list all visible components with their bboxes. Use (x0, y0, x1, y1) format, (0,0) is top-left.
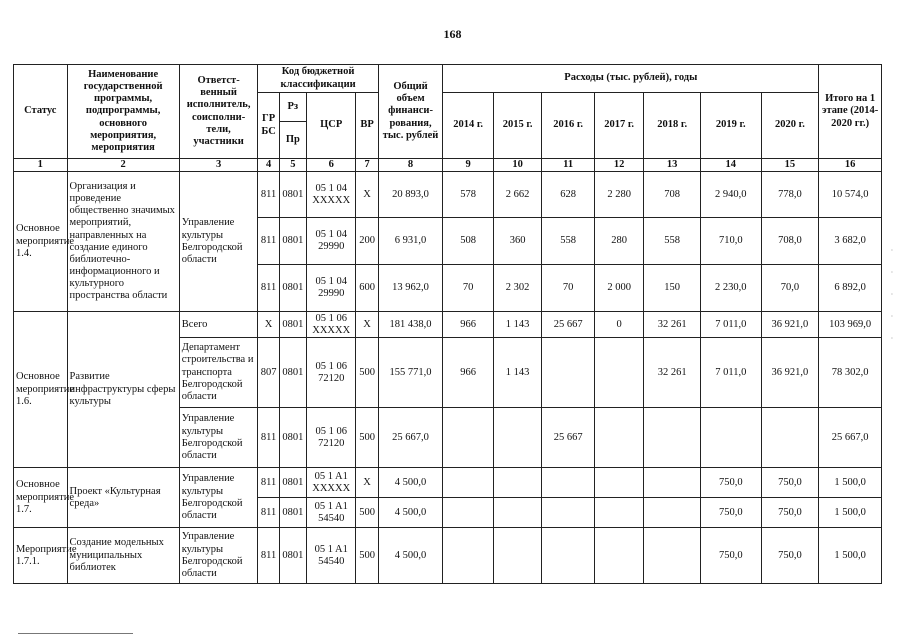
year-value-cell (443, 528, 494, 584)
csr-cell: 05 1 A1 XXXXX (306, 468, 356, 498)
year-value-cell: 558 (542, 218, 595, 265)
column-number: 14 (700, 159, 761, 172)
status-cell: Основное мероприятие 1.6. (14, 312, 68, 468)
grbs-cell: 811 (258, 498, 279, 528)
year-value-cell: 750,0 (761, 498, 819, 528)
header-year: 2015 г. (493, 93, 541, 159)
year-value-cell: 25 667 (542, 312, 595, 338)
status-cell: Основное мероприятие 1.7. (14, 468, 68, 528)
executor-cell: Управление культуры Белгородской области (179, 172, 258, 312)
column-number: 9 (443, 159, 494, 172)
total-cell: 181 438,0 (378, 312, 443, 338)
rzpr-cell: 0801 (279, 312, 306, 338)
stage-total-cell: 1 500,0 (819, 468, 882, 498)
grbs-cell: 811 (258, 408, 279, 468)
name-cell: Организация и проведение общественно значимых мероприятий, направленных на создание единого библиотечно-информационного и культурного пространства области (67, 172, 179, 312)
year-value-cell: 0 (594, 312, 644, 338)
year-value-cell: 750,0 (761, 468, 819, 498)
year-value-cell: 2 940,0 (700, 172, 761, 218)
column-number: 13 (644, 159, 701, 172)
budget-table (13, 64, 882, 584)
year-value-cell (594, 338, 644, 408)
csr-cell: 05 1 06 72120 (306, 408, 356, 468)
header-year: 2014 г. (443, 93, 494, 159)
year-value-cell: 2 662 (493, 172, 541, 218)
year-value-cell (700, 408, 761, 468)
header-row-1 (14, 65, 882, 93)
grbs-cell: 811 (258, 218, 279, 265)
stage-total-cell: 25 667,0 (819, 408, 882, 468)
csr-cell: 05 1 06 72120 (306, 338, 356, 408)
year-value-cell (644, 498, 701, 528)
year-value-cell (594, 468, 644, 498)
total-cell: 25 667,0 (378, 408, 443, 468)
year-value-cell: 966 (443, 312, 494, 338)
year-value-cell: 750,0 (761, 528, 819, 584)
year-value-cell: 70 (542, 265, 595, 312)
table-row (14, 172, 882, 218)
grbs-cell: 807 (258, 338, 279, 408)
year-value-cell: 2 302 (493, 265, 541, 312)
column-number: 2 (67, 159, 179, 172)
year-value-cell (443, 498, 494, 528)
year-value-cell: 7 011,0 (700, 338, 761, 408)
year-value-cell: 778,0 (761, 172, 819, 218)
year-value-cell: 2 000 (594, 265, 644, 312)
year-value-cell: 750,0 (700, 528, 761, 584)
year-value-cell (443, 468, 494, 498)
executor-cell: Департамент строительства и транспорта Белгородской области (179, 338, 258, 408)
scan-edge-marks: · · · · · (890, 246, 894, 343)
year-value-cell: 578 (443, 172, 494, 218)
grbs-cell: 811 (258, 528, 279, 584)
column-number: 4 (258, 159, 279, 172)
year-value-cell: 2 280 (594, 172, 644, 218)
grbs-cell: 811 (258, 172, 279, 218)
vr-cell: 500 (356, 408, 378, 468)
rzpr-cell: 0801 (279, 172, 306, 218)
vr-cell: X (356, 312, 378, 338)
year-value-cell: 966 (443, 338, 494, 408)
executor-cell: Управление культуры Белгородской области (179, 468, 258, 528)
year-value-cell: 280 (594, 218, 644, 265)
year-value-cell (443, 408, 494, 468)
year-value-cell: 558 (644, 218, 701, 265)
header-year: 2020 г. (761, 93, 819, 159)
column-number: 16 (819, 159, 882, 172)
year-value-cell: 32 261 (644, 312, 701, 338)
vr-cell: X (356, 468, 378, 498)
year-value-cell (644, 528, 701, 584)
year-value-cell (493, 468, 541, 498)
rzpr-cell: 0801 (279, 498, 306, 528)
header-budget-code: Код бюджетной классификации (258, 65, 378, 93)
year-value-cell: 708,0 (761, 218, 819, 265)
year-value-cell (761, 408, 819, 468)
table-row (14, 468, 882, 498)
total-cell: 4 500,0 (378, 498, 443, 528)
year-value-cell (594, 498, 644, 528)
year-value-cell: 36 921,0 (761, 338, 819, 408)
year-value-cell: 628 (542, 172, 595, 218)
total-cell: 20 893,0 (378, 172, 443, 218)
table-row (14, 312, 882, 338)
year-value-cell: 25 667 (542, 408, 595, 468)
header-year: 2018 г. (644, 93, 701, 159)
total-cell: 13 962,0 (378, 265, 443, 312)
column-number: 10 (493, 159, 541, 172)
csr-cell: 05 1 04 29990 (306, 265, 356, 312)
total-cell: 4 500,0 (378, 468, 443, 498)
year-value-cell: 32 261 (644, 338, 701, 408)
rzpr-cell: 0801 (279, 528, 306, 584)
header-vr: ВР (356, 93, 378, 159)
name-cell: Создание модельных муниципальных библиотек (67, 528, 179, 584)
year-value-cell: 1 143 (493, 312, 541, 338)
rzpr-cell: 0801 (279, 468, 306, 498)
year-value-cell: 750,0 (700, 498, 761, 528)
rzpr-cell: 0801 (279, 218, 306, 265)
footer-divider (18, 633, 133, 634)
year-value-cell (644, 468, 701, 498)
header-total: Общий объем финанси-рования, тыс. рублей (378, 65, 443, 159)
year-value-cell (542, 338, 595, 408)
total-cell: 155 771,0 (378, 338, 443, 408)
header-year: 2016 г. (542, 93, 595, 159)
column-number: 7 (356, 159, 378, 172)
year-value-cell: 36 921,0 (761, 312, 819, 338)
year-value-cell: 360 (493, 218, 541, 265)
column-number: 1 (14, 159, 68, 172)
executor-cell: Управление культуры Белгородской области (179, 408, 258, 468)
vr-cell: 500 (356, 528, 378, 584)
year-value-cell (542, 468, 595, 498)
csr-cell: 05 1 04 XXXXX (306, 172, 356, 218)
column-number: 11 (542, 159, 595, 172)
vr-cell: 500 (356, 338, 378, 408)
rzpr-cell: 0801 (279, 338, 306, 408)
stage-total-cell: 3 682,0 (819, 218, 882, 265)
name-cell: Проект «Культурная среда» (67, 468, 179, 528)
header-csr: ЦСР (306, 93, 356, 159)
header-status: Статус (14, 65, 68, 159)
year-value-cell: 70 (443, 265, 494, 312)
grbs-cell: 811 (258, 265, 279, 312)
column-number: 6 (306, 159, 356, 172)
stage-total-cell: 6 892,0 (819, 265, 882, 312)
status-cell: Основное мероприятие 1.4. (14, 172, 68, 312)
vr-cell: 500 (356, 498, 378, 528)
rzpr-cell: 0801 (279, 408, 306, 468)
year-value-cell (542, 528, 595, 584)
page-number: 168 (443, 27, 462, 41)
year-value-cell: 70,0 (761, 265, 819, 312)
executor-cell: Управление культуры Белгородской области (179, 528, 258, 584)
csr-cell: 05 1 04 29990 (306, 218, 356, 265)
stage-total-cell: 1 500,0 (819, 498, 882, 528)
year-value-cell: 150 (644, 265, 701, 312)
grbs-cell: 811 (258, 468, 279, 498)
year-value-cell (594, 408, 644, 468)
executor-cell: Всего (179, 312, 258, 338)
header-rz: Рз (279, 93, 306, 122)
csr-cell: 05 1 A1 54540 (306, 528, 356, 584)
total-cell: 4 500,0 (378, 528, 443, 584)
header-year: 2017 г. (594, 93, 644, 159)
year-value-cell: 2 230,0 (700, 265, 761, 312)
total-cell: 6 931,0 (378, 218, 443, 265)
year-value-cell (493, 408, 541, 468)
column-number: 3 (179, 159, 258, 172)
stage-total-cell: 1 500,0 (819, 528, 882, 584)
header-grbs: ГР БС (258, 93, 279, 159)
year-value-cell: 708 (644, 172, 701, 218)
header-year: 2019 г. (700, 93, 761, 159)
year-value-cell (493, 528, 541, 584)
vr-cell: X (356, 172, 378, 218)
vr-cell: 200 (356, 218, 378, 265)
year-value-cell: 750,0 (700, 468, 761, 498)
rzpr-cell: 0801 (279, 265, 306, 312)
stage-total-cell: 103 969,0 (819, 312, 882, 338)
name-cell: Развитие инфраструктуры сферы культуры (67, 312, 179, 468)
year-value-cell: 508 (443, 218, 494, 265)
header-pr: Пр (279, 122, 306, 159)
column-number: 15 (761, 159, 819, 172)
year-value-cell: 710,0 (700, 218, 761, 265)
csr-cell: 05 1 A1 54540 (306, 498, 356, 528)
header-expenses: Расходы (тыс. рублей), годы (443, 65, 819, 93)
column-number: 5 (279, 159, 306, 172)
year-value-cell: 7 011,0 (700, 312, 761, 338)
year-value-cell (542, 498, 595, 528)
table-row (14, 528, 882, 584)
grbs-cell: X (258, 312, 279, 338)
year-value-cell (644, 408, 701, 468)
vr-cell: 600 (356, 265, 378, 312)
status-cell: Мероприятие 1.7.1. (14, 528, 68, 584)
stage-total-cell: 78 302,0 (819, 338, 882, 408)
csr-cell: 05 1 06 XXXXX (306, 312, 356, 338)
column-number-row (14, 159, 882, 172)
header-name: Наименование государственной программы, подпрограммы, основного мероприятия, мероприятия (67, 65, 179, 159)
header-executor: Ответст-венный исполнитель, соисполни-тели, участники (179, 65, 258, 159)
year-value-cell: 1 143 (493, 338, 541, 408)
header-stage-total: Итого на 1 этапе (2014-2020 гг.) (819, 65, 882, 159)
year-value-cell (493, 498, 541, 528)
column-number: 12 (594, 159, 644, 172)
column-number: 8 (378, 159, 443, 172)
stage-total-cell: 10 574,0 (819, 172, 882, 218)
year-value-cell (594, 528, 644, 584)
